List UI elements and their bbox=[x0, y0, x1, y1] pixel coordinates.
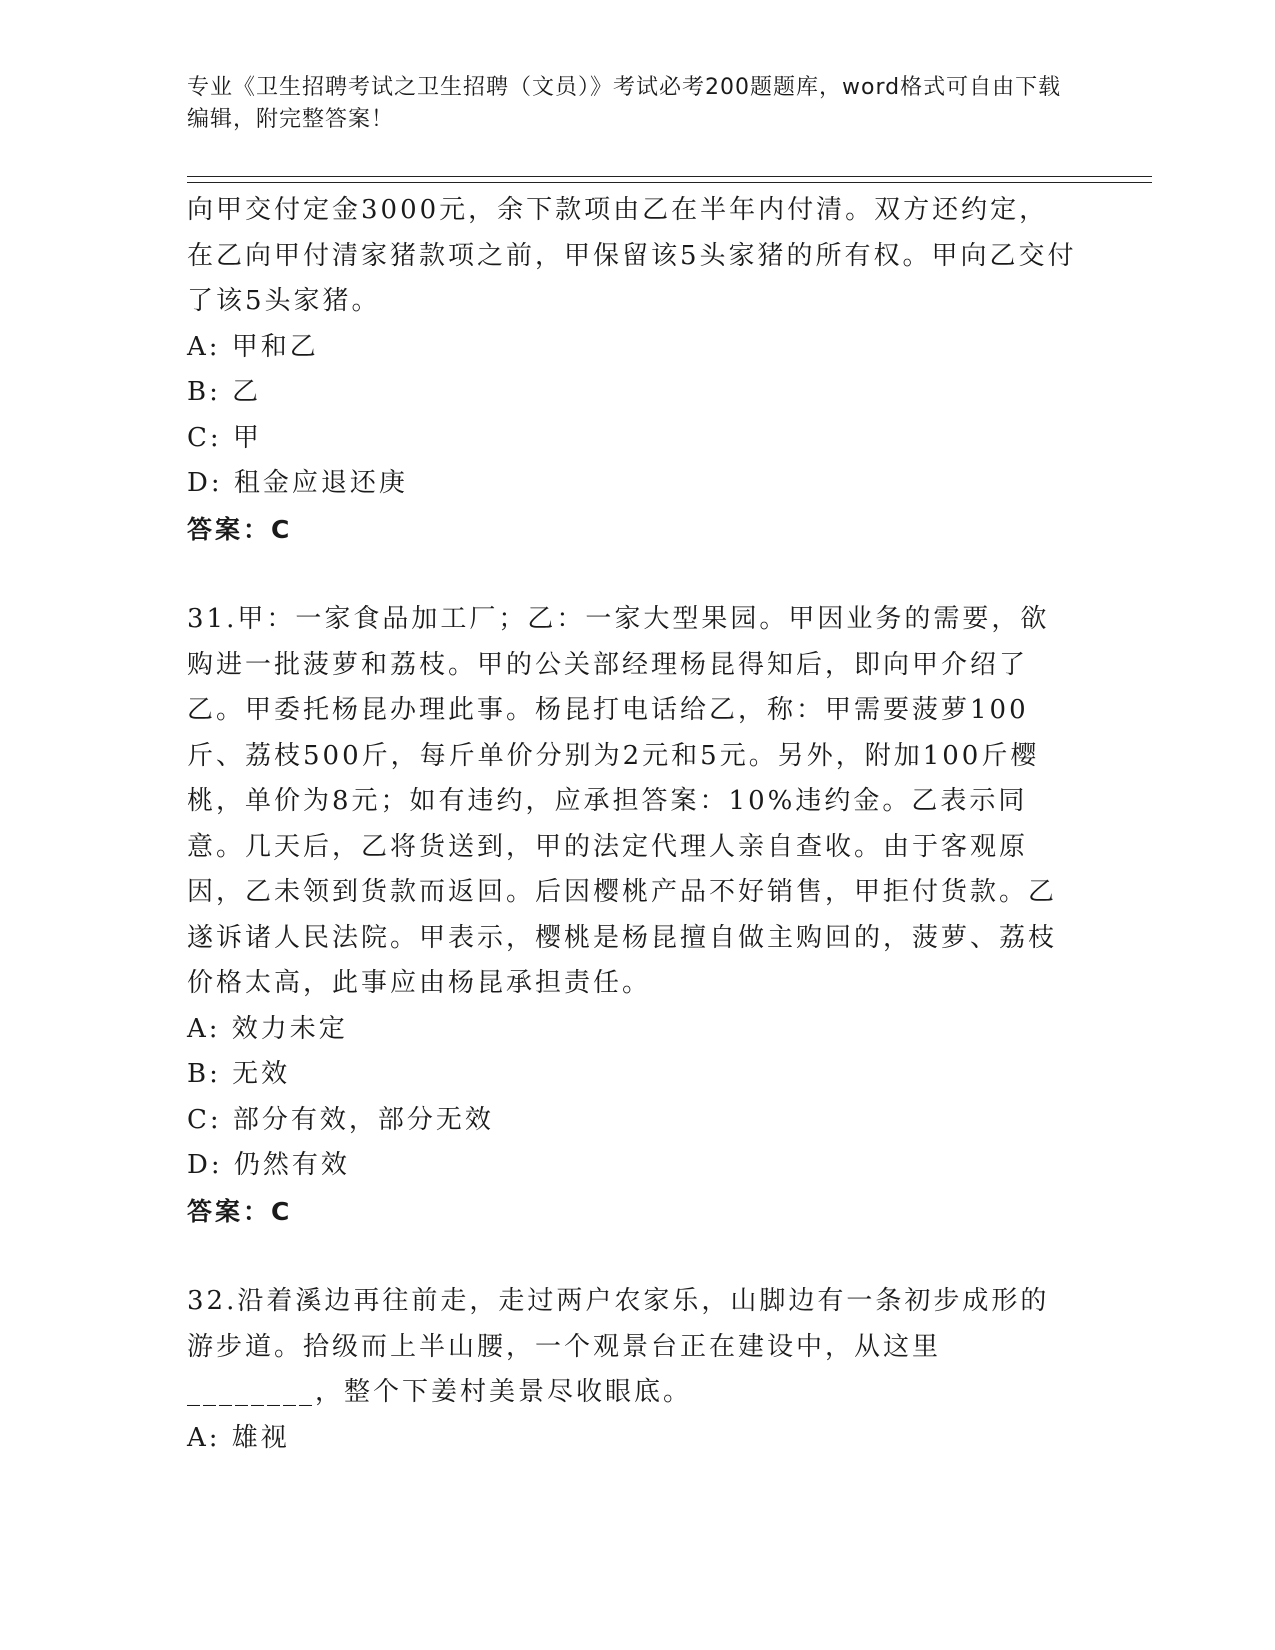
option-d: D: 租金应退还庚 bbox=[187, 468, 408, 498]
header-divider-top bbox=[187, 176, 1152, 177]
document-body bbox=[187, 188, 1077, 1461]
option-c: C: 部分有效，部分无效 bbox=[187, 1104, 494, 1135]
option-a: A: 效力未定 bbox=[187, 1013, 348, 1044]
question-block-31 bbox=[187, 597, 1077, 1234]
question-spacer bbox=[187, 1234, 1077, 1279]
question-block-32 bbox=[187, 1279, 1077, 1461]
page-header-title: 专业《卫生招聘考试之卫生招聘（文员）》考试必考200题题库，word格式可自由下载编辑，附完整答案！ bbox=[187, 75, 1062, 132]
question-block-30 bbox=[187, 188, 1077, 552]
option-c: C: 甲 bbox=[187, 422, 262, 453]
option-d: D: 仍然有效 bbox=[187, 1150, 350, 1180]
option-b: B: 乙 bbox=[187, 377, 262, 407]
answer-line: 答案：C bbox=[187, 514, 293, 544]
question-stem: 32.沿着溪边再往前走，走过两户农家乐，山脚边有一条初步成形的游步道。拾级而上半山腰，一个观景台正在建设中，从这里________，整个下姜村美景尽收眼底。 bbox=[187, 1286, 1050, 1407]
option-a: A: 甲和乙 bbox=[187, 331, 319, 362]
question-spacer bbox=[187, 552, 1077, 597]
question-stem: 向甲交付定金3000元，余下款项由乙在半年内付清。双方还约定，在乙向甲付清家猪款项之前，甲保留该5头家猪的所有权。甲向乙交付了该5头家猪。 bbox=[187, 195, 1077, 316]
header-divider-bottom bbox=[187, 182, 1152, 183]
option-a: A: 雄视 bbox=[187, 1422, 290, 1453]
option-b: B: 无效 bbox=[187, 1059, 291, 1089]
question-stem: 31.甲：一家食品加工厂；乙：一家大型果园。甲因业务的需要，欲购进一批菠萝和荔枝。甲的公关部经理杨昆得知后，即向甲介绍了乙。甲委托杨昆办理此事。杨昆打电话给乙，称：甲需要菠萝100斤、荔枝500斤，每斤单价分别为2元和5元。另外，附加100斤樱桃，单价为8元；如有违约，应承担答案：10%违约金。乙表示同意。几天后，乙将货送到，甲的法定代理人亲自查收。由于客观原因，乙未领到货款而返回。后因樱桃产品不好销售，甲拒付货款。乙遂诉诸人民法院。甲表示，樱桃是杨昆擅自做主购回的，菠萝、荔枝价格太高，此事应由杨昆承担责任。 bbox=[187, 604, 1058, 998]
answer-line: 答案：C bbox=[187, 1196, 293, 1226]
